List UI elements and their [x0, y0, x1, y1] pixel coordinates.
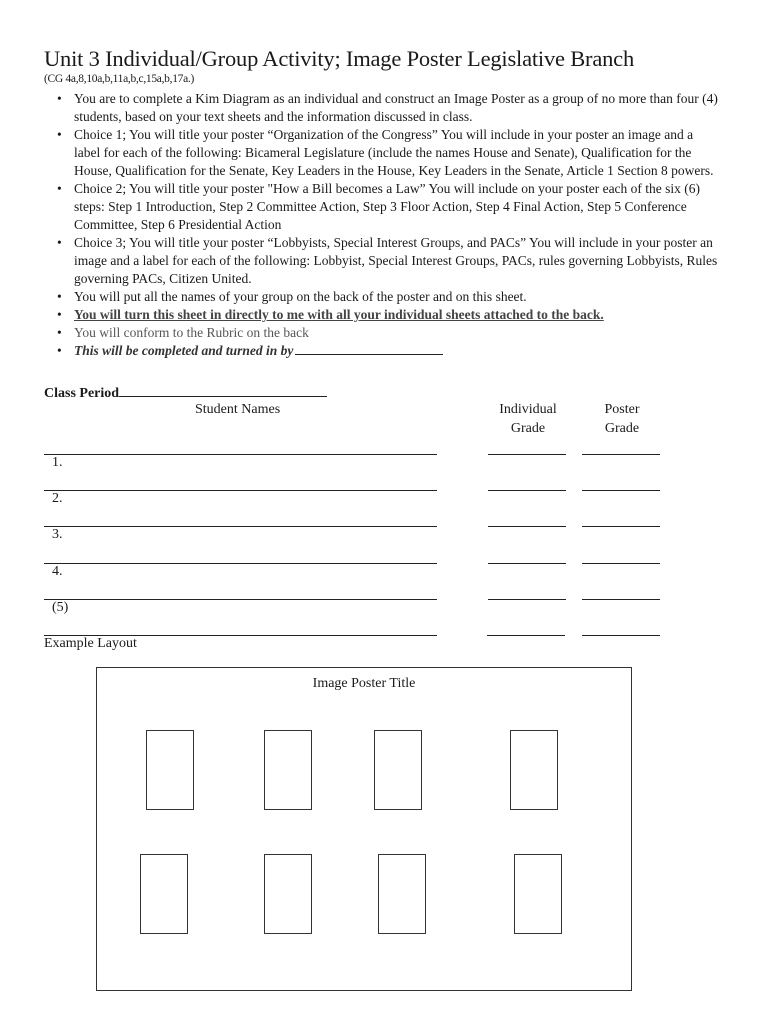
image-placeholder: [264, 730, 312, 810]
image-placeholder: [264, 854, 312, 934]
example-layout-label: Example Layout: [44, 636, 137, 651]
instruction-item: [54, 234, 722, 288]
individual-grade-header-line2: Grade: [510, 421, 546, 436]
image-placeholder: [510, 730, 558, 810]
individual-grade-header-line1: Individual: [499, 402, 557, 417]
row-number: 4.: [52, 564, 63, 579]
image-placeholder: [140, 854, 188, 934]
instruction-item: [54, 90, 722, 126]
class-period: [44, 383, 327, 402]
name-line[interactable]: [44, 454, 437, 455]
poster-grade-line[interactable]: [582, 454, 660, 455]
poster-grade-header-line2: Grade: [604, 421, 640, 436]
student-names-header-text: Student Names: [195, 402, 281, 417]
poster-grade-line[interactable]: [582, 490, 660, 491]
instruction-item: [54, 306, 722, 324]
image-placeholder: [146, 730, 194, 810]
poster-title: Image Poster Title: [312, 676, 416, 691]
individual-grade-line[interactable]: [488, 526, 566, 527]
instruction-item: [54, 180, 722, 234]
due-date-blank[interactable]: [295, 342, 443, 355]
student-names-header: [195, 400, 280, 419]
individual-grade-line[interactable]: [488, 454, 566, 455]
poster-grade-line[interactable]: [582, 635, 660, 636]
image-placeholder: [514, 854, 562, 934]
instruction-text: You will put all the names of your group on the back of the poster and on this sheet.: [74, 289, 527, 304]
individual-grade-line[interactable]: [488, 599, 566, 600]
instruction-text: Choice 3; You will title your poster “Lobbyists, Special Interest Groups, and PACs” You will include in your poster an image and a label for each of the following: Lobbyist, Special Interest Groups, PACs, rules governing Lobbyists, Rules governing PACs, Citizen United.: [74, 235, 718, 286]
poster-layout-frame: [96, 667, 632, 991]
poster-grade-header: [584, 400, 660, 438]
row-number: 1.: [52, 455, 63, 470]
standards-codes: (CG 4a,8,10a,b,11a,b,c,15a,b,17a.): [44, 73, 195, 85]
poster-grade-line[interactable]: [582, 563, 660, 564]
class-period-label: Class Period: [44, 386, 120, 401]
class-period-blank[interactable]: [119, 383, 327, 397]
name-line[interactable]: [44, 563, 437, 564]
instruction-item: [54, 288, 722, 306]
instruction-text: Choice 2; You will title your poster "How a Bill becomes a Law” You will include on your poster each of the six (6) steps: Step 1 Introduction, Step 2 Committee Action, Step 3 Floor Action, Step 4 Final Action, Step 5 Conference Committee, Step 6 Presidential Action: [74, 181, 701, 232]
individual-grade-line[interactable]: [488, 490, 566, 491]
poster-grade-header-line1: Poster: [604, 402, 640, 417]
due-date-label: This will be completed and turned in by: [74, 343, 294, 358]
instructions-list: [54, 90, 722, 360]
individual-grade-line[interactable]: [487, 635, 565, 636]
instruction-item: [54, 342, 722, 360]
row-number: 2.: [52, 491, 63, 506]
poster-grade-line[interactable]: [582, 526, 660, 527]
image-placeholder: [374, 730, 422, 810]
row-number: (5): [52, 600, 69, 615]
name-line[interactable]: [44, 599, 437, 600]
name-line[interactable]: [44, 490, 437, 491]
instruction-text: You are to complete a Kim Diagram as an individual and construct an Image Poster as a group of no more than four (4) students, based on your text sheets and the information discussed in class.: [74, 91, 718, 124]
page-title: Unit 3 Individual/Group Activity; Image Poster Legislative Branch: [44, 46, 635, 71]
instruction-text: Choice 1; You will title your poster “Organization of the Congress” You will include in your poster an image and a label for each of the following: Bicameral Legislature (include the names House and Senate), Qualification for the House, Qualification for the Senate, Key Leaders in the House, Key Leaders in the Senate, Article 1 Section 8 powers.: [74, 127, 714, 178]
individual-grade-line[interactable]: [488, 563, 566, 564]
instruction-item: [54, 126, 722, 180]
name-line[interactable]: [44, 526, 437, 527]
instruction-text: You will conform to the Rubric on the back: [74, 325, 309, 340]
instruction-item: [54, 324, 722, 342]
individual-grade-header: [490, 400, 566, 438]
poster-grade-line[interactable]: [582, 599, 660, 600]
image-placeholder: [378, 854, 426, 934]
instruction-text-emphasis: You will turn this sheet in directly to me with all your individual sheets attached to the back.: [74, 307, 604, 322]
row-number: 3.: [52, 527, 63, 542]
